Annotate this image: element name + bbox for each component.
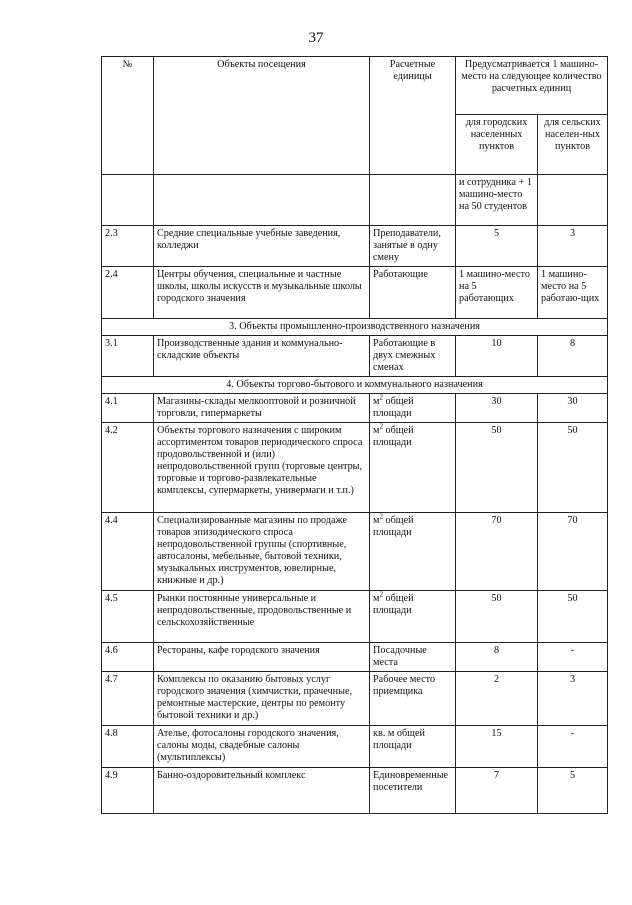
table-row [102,643,608,672]
row-city: 15 [456,726,538,768]
row-num [102,175,154,226]
row-city: 50 [456,423,538,513]
parking-norms-table [101,56,608,814]
row-rural: 8 [538,336,608,377]
row-rural: 3 [538,672,608,726]
row-object: Комплексы по оказанию бытовых услуг городского значения (химчистки, прачечные, ремонтные мастерские, центры по ремонту бытовой техники и др.) [154,672,370,726]
row-city: и сотрудника + 1 машино-место на 50 студентов [456,175,538,226]
row-num: 4.5 [102,591,154,643]
row-num: 3.1 [102,336,154,377]
row-unit: $м^2$ общей площади [370,513,456,591]
row-unit: Работающие [370,267,456,319]
row-num: 4.1 [102,394,154,423]
row-unit: Посадочные места [370,643,456,672]
table-row [102,672,608,726]
table-row [102,336,608,377]
row-object: Ателье, фотосалоны городского значения, салоны моды, свадебные салоны (мультиплексы) [154,726,370,768]
header-provided: Предусматривается 1 машино-место на следующее количество расчетных единиц [456,57,608,115]
row-rural: 50 [538,423,608,513]
row-num: 4.9 [102,768,154,814]
row-unit [370,175,456,226]
row-num: 4.8 [102,726,154,768]
row-rural: - [538,643,608,672]
section-row [102,319,608,336]
row-object: Производственные здания и коммунально-складские объекты [154,336,370,377]
table-row [102,267,608,319]
table-row [102,226,608,267]
row-unit: Преподаватели, занятые в одну смену [370,226,456,267]
row-num: 2.3 [102,226,154,267]
row-unit: Единовременные посетители [370,768,456,814]
table-row [102,423,608,513]
row-rural: 30 [538,394,608,423]
section-title: 3. Объекты промышленно-производственного назначения [102,319,608,336]
row-object: Рестораны, кафе городского значения [154,643,370,672]
table-row [102,394,608,423]
header-rural: для сельских населен-ных пунктов [538,115,608,175]
row-city: 50 [456,591,538,643]
row-num: 2.4 [102,267,154,319]
table-row [102,768,608,814]
row-unit: $м^2$ общей площади [370,591,456,643]
row-city: 10 [456,336,538,377]
row-rural: 50 [538,591,608,643]
row-num: 4.4 [102,513,154,591]
header-num: № [102,57,154,175]
table-row [102,175,608,226]
row-city: 5 [456,226,538,267]
row-city: 70 [456,513,538,591]
row-unit: Рабочее место приемщика [370,672,456,726]
page-number: 37 [308,30,324,46]
row-object: Объекты торгового назначения с широким ассортиментом товаров периодического спроса продовольственной и (или) непродовольственной групп (торговые центры, торговые и торгово-развлекательные комплексы, супермаркеты, универмаги и т.п.) [154,423,370,513]
row-city: 2 [456,672,538,726]
row-city: 7 [456,768,538,814]
row-num: 4.7 [102,672,154,726]
header-unit: Расчетные единицы [370,57,456,175]
section-title: 4. Объекты торгово-бытового и коммунального назначения [102,377,608,394]
row-rural: 1 машино-место на 5 работаю-щих [538,267,608,319]
row-object [154,175,370,226]
row-object: Специализированные магазины по продаже товаров эпизодического спроса непродовольственной группы (спортивные, автосалоны, мебельные, бытовой техники, музыкальных инструментов, ювелирные, книжные и др.) [154,513,370,591]
row-unit: кв. м общей площади [370,726,456,768]
table-row [102,726,608,768]
section-row [102,377,608,394]
row-object: Рынки постоянные универсальные и непродовольственные, продовольственные и сельскохозяйственные [154,591,370,643]
row-object: Центры обучения, специальные и частные школы, школы искусств и музыкальные школы городского значения [154,267,370,319]
table-row [102,591,608,643]
row-rural [538,175,608,226]
row-rural: - [538,726,608,768]
row-object: Магазины-склады мелкооптовой и розничной торговли, гипермаркеты [154,394,370,423]
row-city: 8 [456,643,538,672]
row-num: 4.6 [102,643,154,672]
row-city: 30 [456,394,538,423]
table-row [102,513,608,591]
header-city: для городских населенных пунктов [456,115,538,175]
row-object: Средние специальные учебные заведения, колледжи [154,226,370,267]
header-object: Объекты посещения [154,57,370,175]
row-num: 4.2 [102,423,154,513]
row-unit: $м^2$ общей площади [370,423,456,513]
row-city: 1 машино-место на 5 работающих [456,267,538,319]
row-unit: Работающие в двух смежных сменах [370,336,456,377]
row-unit: $м^2$ общей площади [370,394,456,423]
row-rural: 3 [538,226,608,267]
row-rural: 70 [538,513,608,591]
row-object: Банно-оздоровительный комплекс [154,768,370,814]
row-rural: 5 [538,768,608,814]
